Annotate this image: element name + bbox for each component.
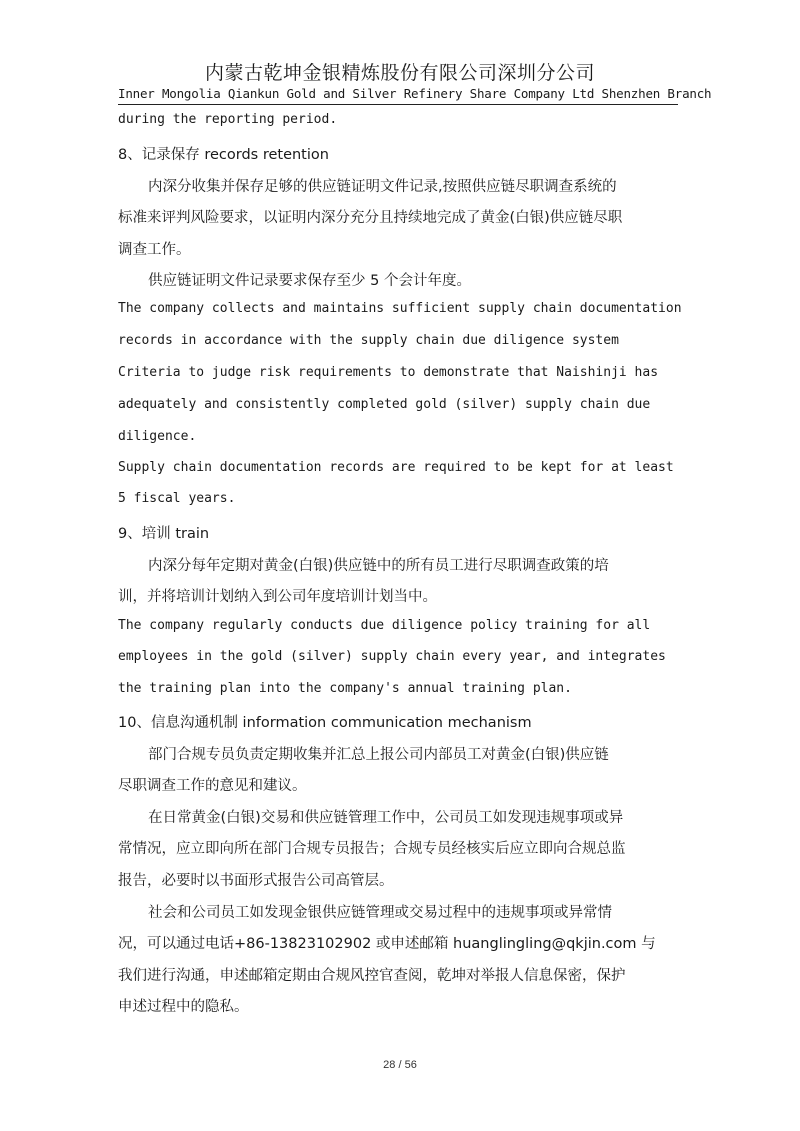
text-line: the training plan into the company's annual training plan. [118,681,572,696]
page-number: 28 / 56 [383,1059,417,1071]
text-line: The company collects and maintains sufficient supply chain documentation [118,301,682,316]
text-line: 况，可以通过电话+86-13823102902 或申述邮箱 huanglingling@qkjin.com 与 [118,936,656,952]
text-line: 社会和公司员工如发现金银供应链管理或交易过程中的违规事项或异常情 [148,905,612,921]
text-line: diligence. [118,429,197,444]
section-heading-records-retention: 8、记录保存 records retention [118,147,329,163]
section-heading-train: 9、培训 train [118,526,210,542]
text-line: 供应链证明文件记录要求保存至少 5 个会计年度。 [148,273,471,289]
text-line: 尽职调查工作的意见和建议。 [118,778,307,794]
text-line: 报告，必要时以书面形式报告公司高管层。 [118,873,394,889]
text-line: 常情况，应立即向所在部门合规专员报告；合规专员经核实后应立即向合规总监 [118,841,626,857]
text-line: 申述过程中的隐私。 [118,999,249,1015]
header-title-cn: 内蒙古乾坤金银精炼股份有限公司深圳分公司 [204,62,595,84]
text-line: The company regularly conducts due diligence policy training for all [118,618,651,633]
text-line: records in accordance with the supply chain due diligence system [118,333,619,348]
text-line: 训，并将培训计划纳入到公司年度培训计划当中。 [118,589,437,605]
text-line: 我们进行沟通，申述邮箱定期由合规风控官查阅，乾坤对举报人信息保密，保护 [118,968,626,984]
text-line: 标准来评判风险要求，以证明内深分充分且持续地完成了黄金(白银)供应链尽职 [118,210,623,226]
text-line: 调查工作。 [118,242,191,258]
text-line: employees in the gold (silver) supply chain every year, and integrates [118,649,666,664]
text-line: adequately and consistently completed gold (silver) supply chain due [118,397,651,412]
text-line: 内深分收集并保存足够的供应链证明文件记录,按照供应链尽职调查系统的 [148,179,617,195]
text-line: 5 fiscal years. [118,491,236,506]
header-divider [118,104,678,105]
text-line: Supply chain documentation records are required to be kept for at least [118,460,674,475]
header-title-en: Inner Mongolia Qiankun Gold and Silver Refinery Share Company Ltd Shenzhen Branch [118,86,712,101]
text-line: during the reporting period. [118,112,338,127]
text-line: 在日常黄金(白银)交易和供应链管理工作中，公司员工如发现违规事项或异 [148,810,624,826]
text-line: 部门合规专员负责定期收集并汇总上报公司内部员工对黄金(白银)供应链 [148,747,609,763]
text-line: Criteria to judge risk requirements to demonstrate that Naishinji has [118,365,659,380]
text-line: 内深分每年定期对黄金(白银)供应链中的所有员工进行尽职调查政策的培 [148,558,609,574]
section-heading-information-communication: 10、信息沟通机制 information communication mechanism [118,715,532,731]
